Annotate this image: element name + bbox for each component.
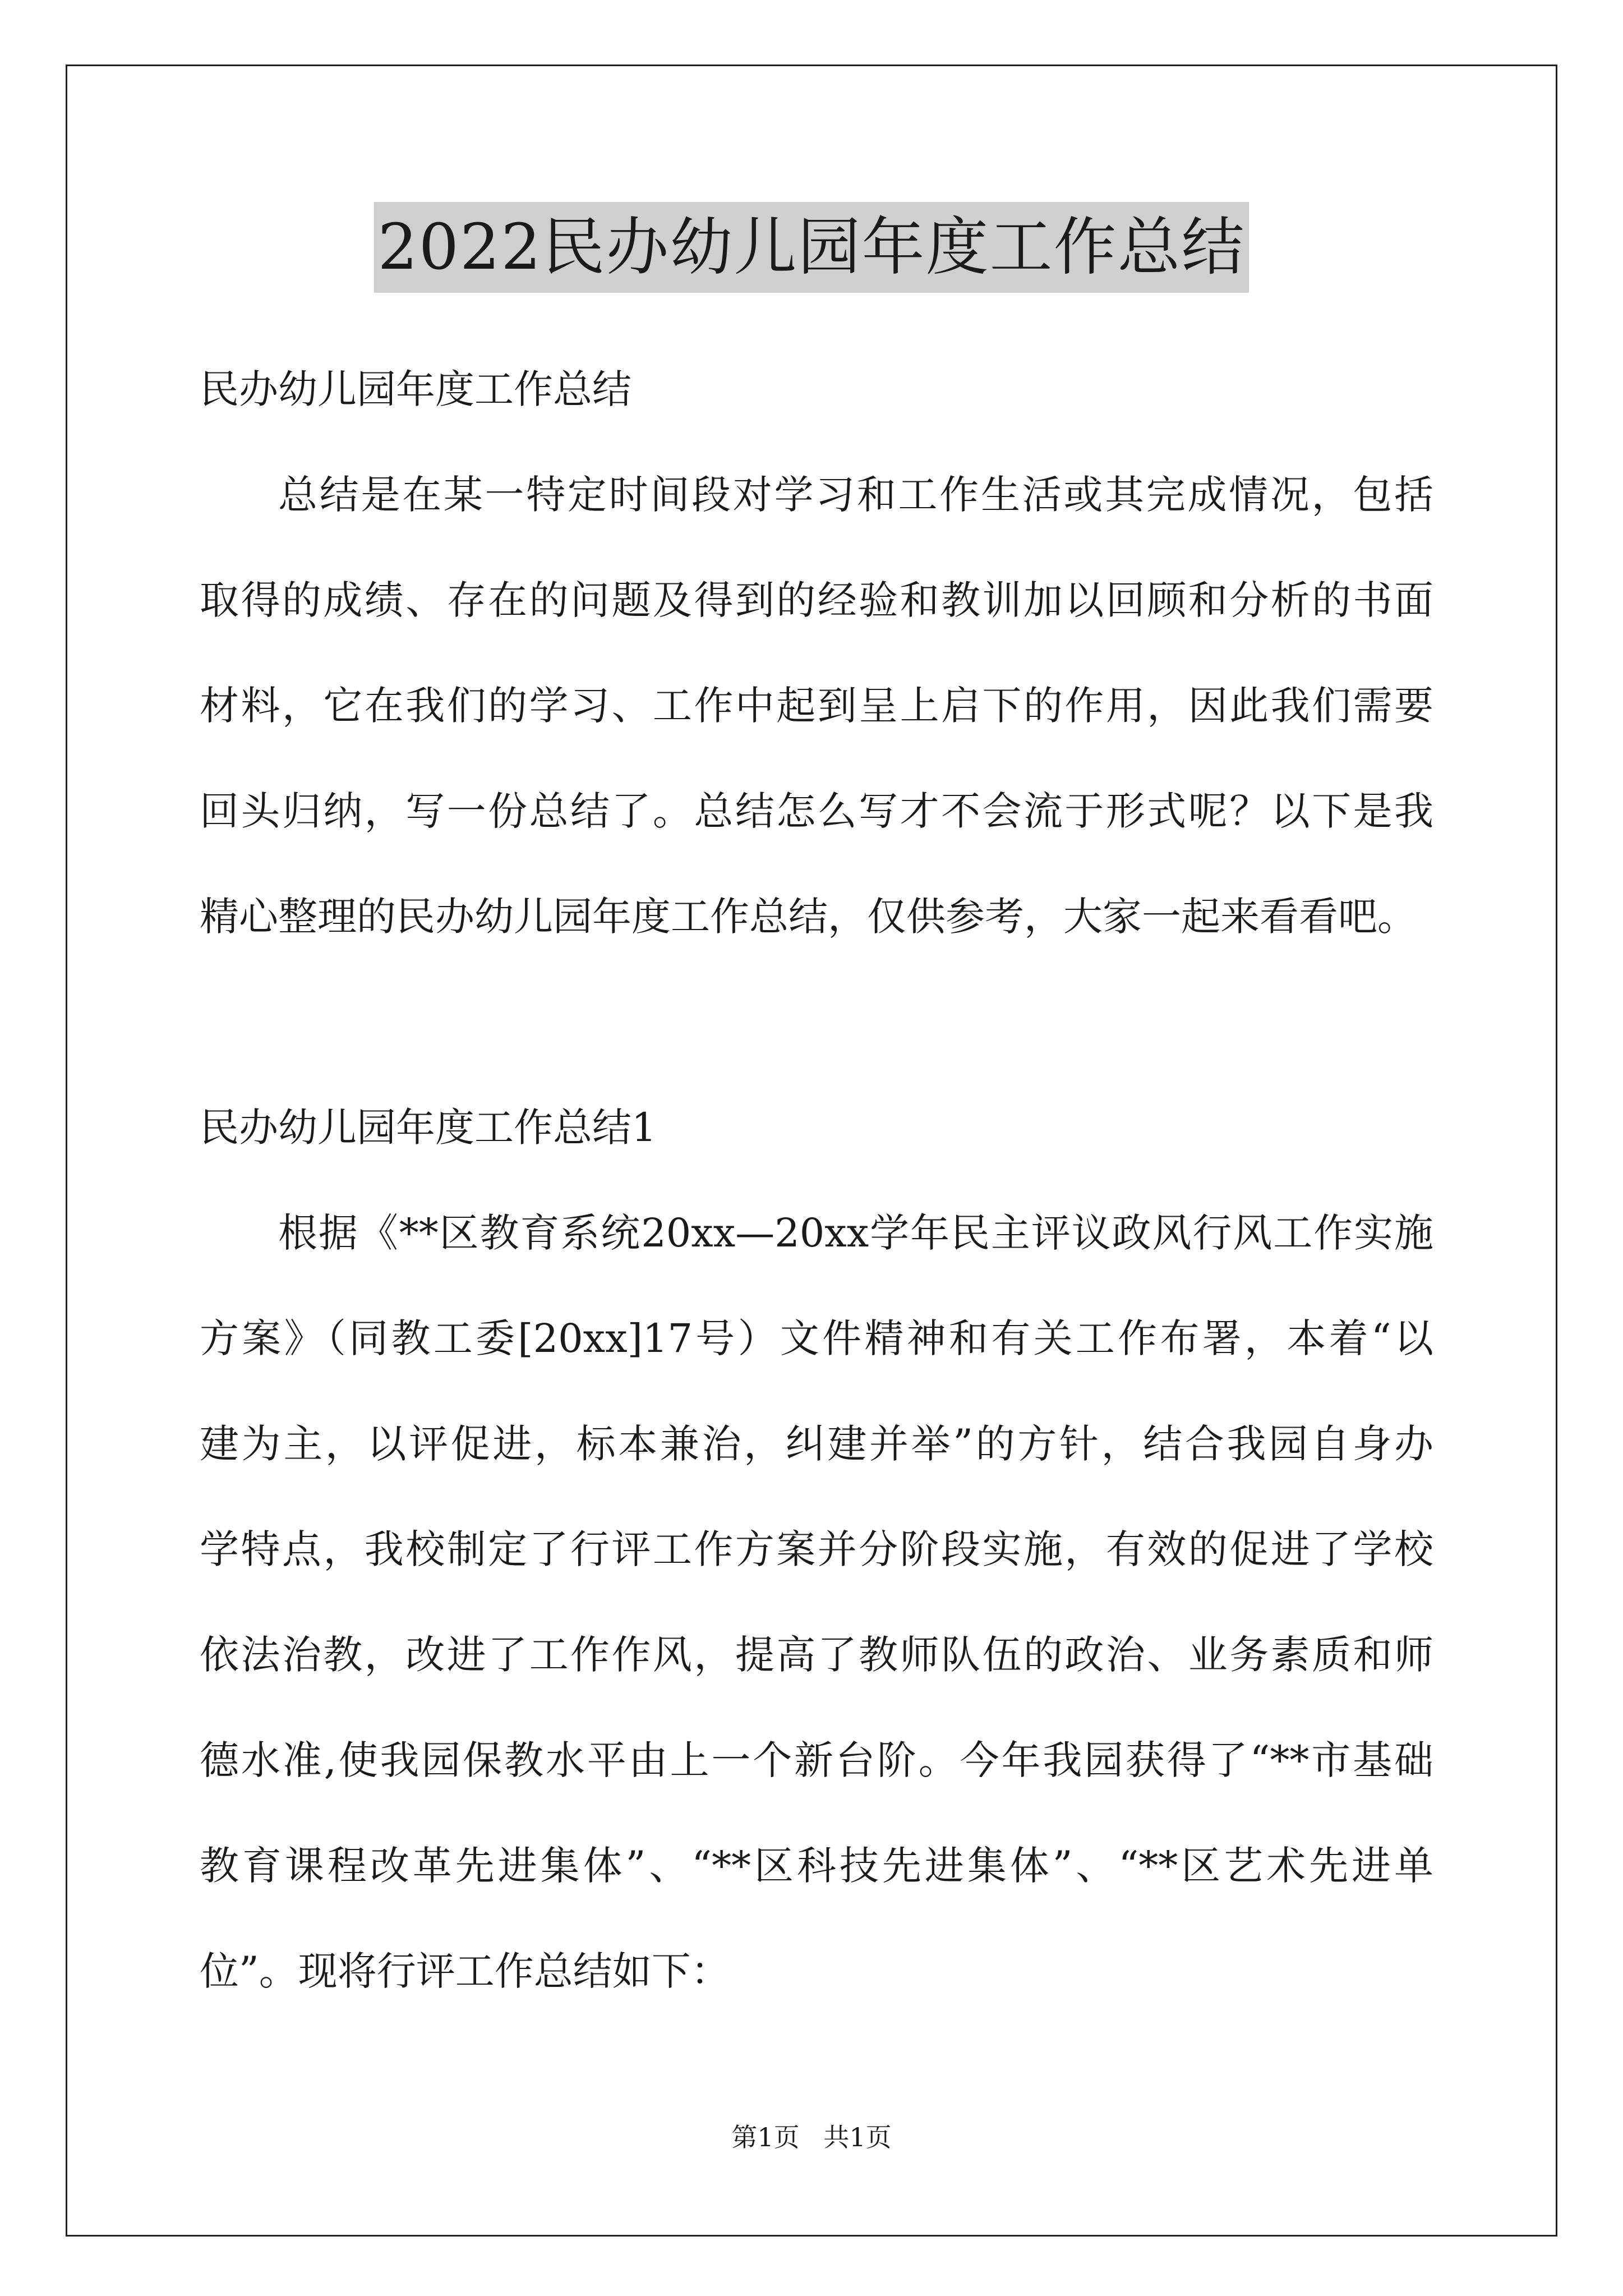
page-footer xyxy=(0,2120,1623,2154)
paragraph-line: 回头归纳，写一份总结了。总结怎么写才不会流于形式呢？以下是我 xyxy=(200,788,1433,834)
document-body xyxy=(200,337,1433,2024)
paragraph-line: 材料，它在我们的学习、工作中起到呈上启下的作用，因此我们需要 xyxy=(200,683,1433,729)
paragraph-line: 方案》（同教工委[20xx]17号）文件精神和有关工作布署，本着“以 xyxy=(200,1315,1433,1361)
page-number-total: 共1页 xyxy=(823,2122,892,2152)
paragraph-line: 总结是在某一特定时间段对学习和工作生活或其完成情况，包括 xyxy=(278,472,1433,518)
paragraph-gap xyxy=(200,969,1433,1075)
paragraph-line: 教育课程改革先进集体”、“**区科技先进集体”、“**区艺术先进单 xyxy=(200,1843,1433,1889)
paragraph-line: 位”。现将行评工作总结如下： xyxy=(200,1948,730,1994)
paragraph-line: 依法治教，改进了工作作风，提高了教师队伍的政治、业务素质和师 xyxy=(200,1632,1433,1678)
page-number-current: 第1页 xyxy=(731,2122,800,2152)
intro-heading: 民办幼儿园年度工作总结 xyxy=(200,366,631,412)
paragraph-line: 建为主，以评促进，标本兼治，纠建并举”的方针，结合我园自身办 xyxy=(200,1421,1433,1467)
paragraph-line: 精心整理的民办幼儿园年度工作总结，仅供参考，大家一起来看看吧。 xyxy=(200,894,1417,940)
paragraph-line: 学特点，我校制定了行评工作方案并分阶段实施，有效的促进了学校 xyxy=(200,1526,1433,1572)
title-container xyxy=(0,202,1623,293)
paragraph-line: 取得的成绩、存在的问题及得到的经验和教训加以回顾和分析的书面 xyxy=(200,577,1433,623)
paragraph-line: 根据《**区教育系统20xx—20xx学年民主评议政风行风工作实施 xyxy=(278,1210,1433,1256)
paragraph-line: 德水准,使我园保教水平由上一个新台阶。今年我园获得了“**市基础 xyxy=(200,1737,1433,1783)
document-title: 2022民办幼儿园年度工作总结 xyxy=(374,202,1248,293)
section-heading: 民办幼儿园年度工作总结1 xyxy=(200,1105,657,1151)
